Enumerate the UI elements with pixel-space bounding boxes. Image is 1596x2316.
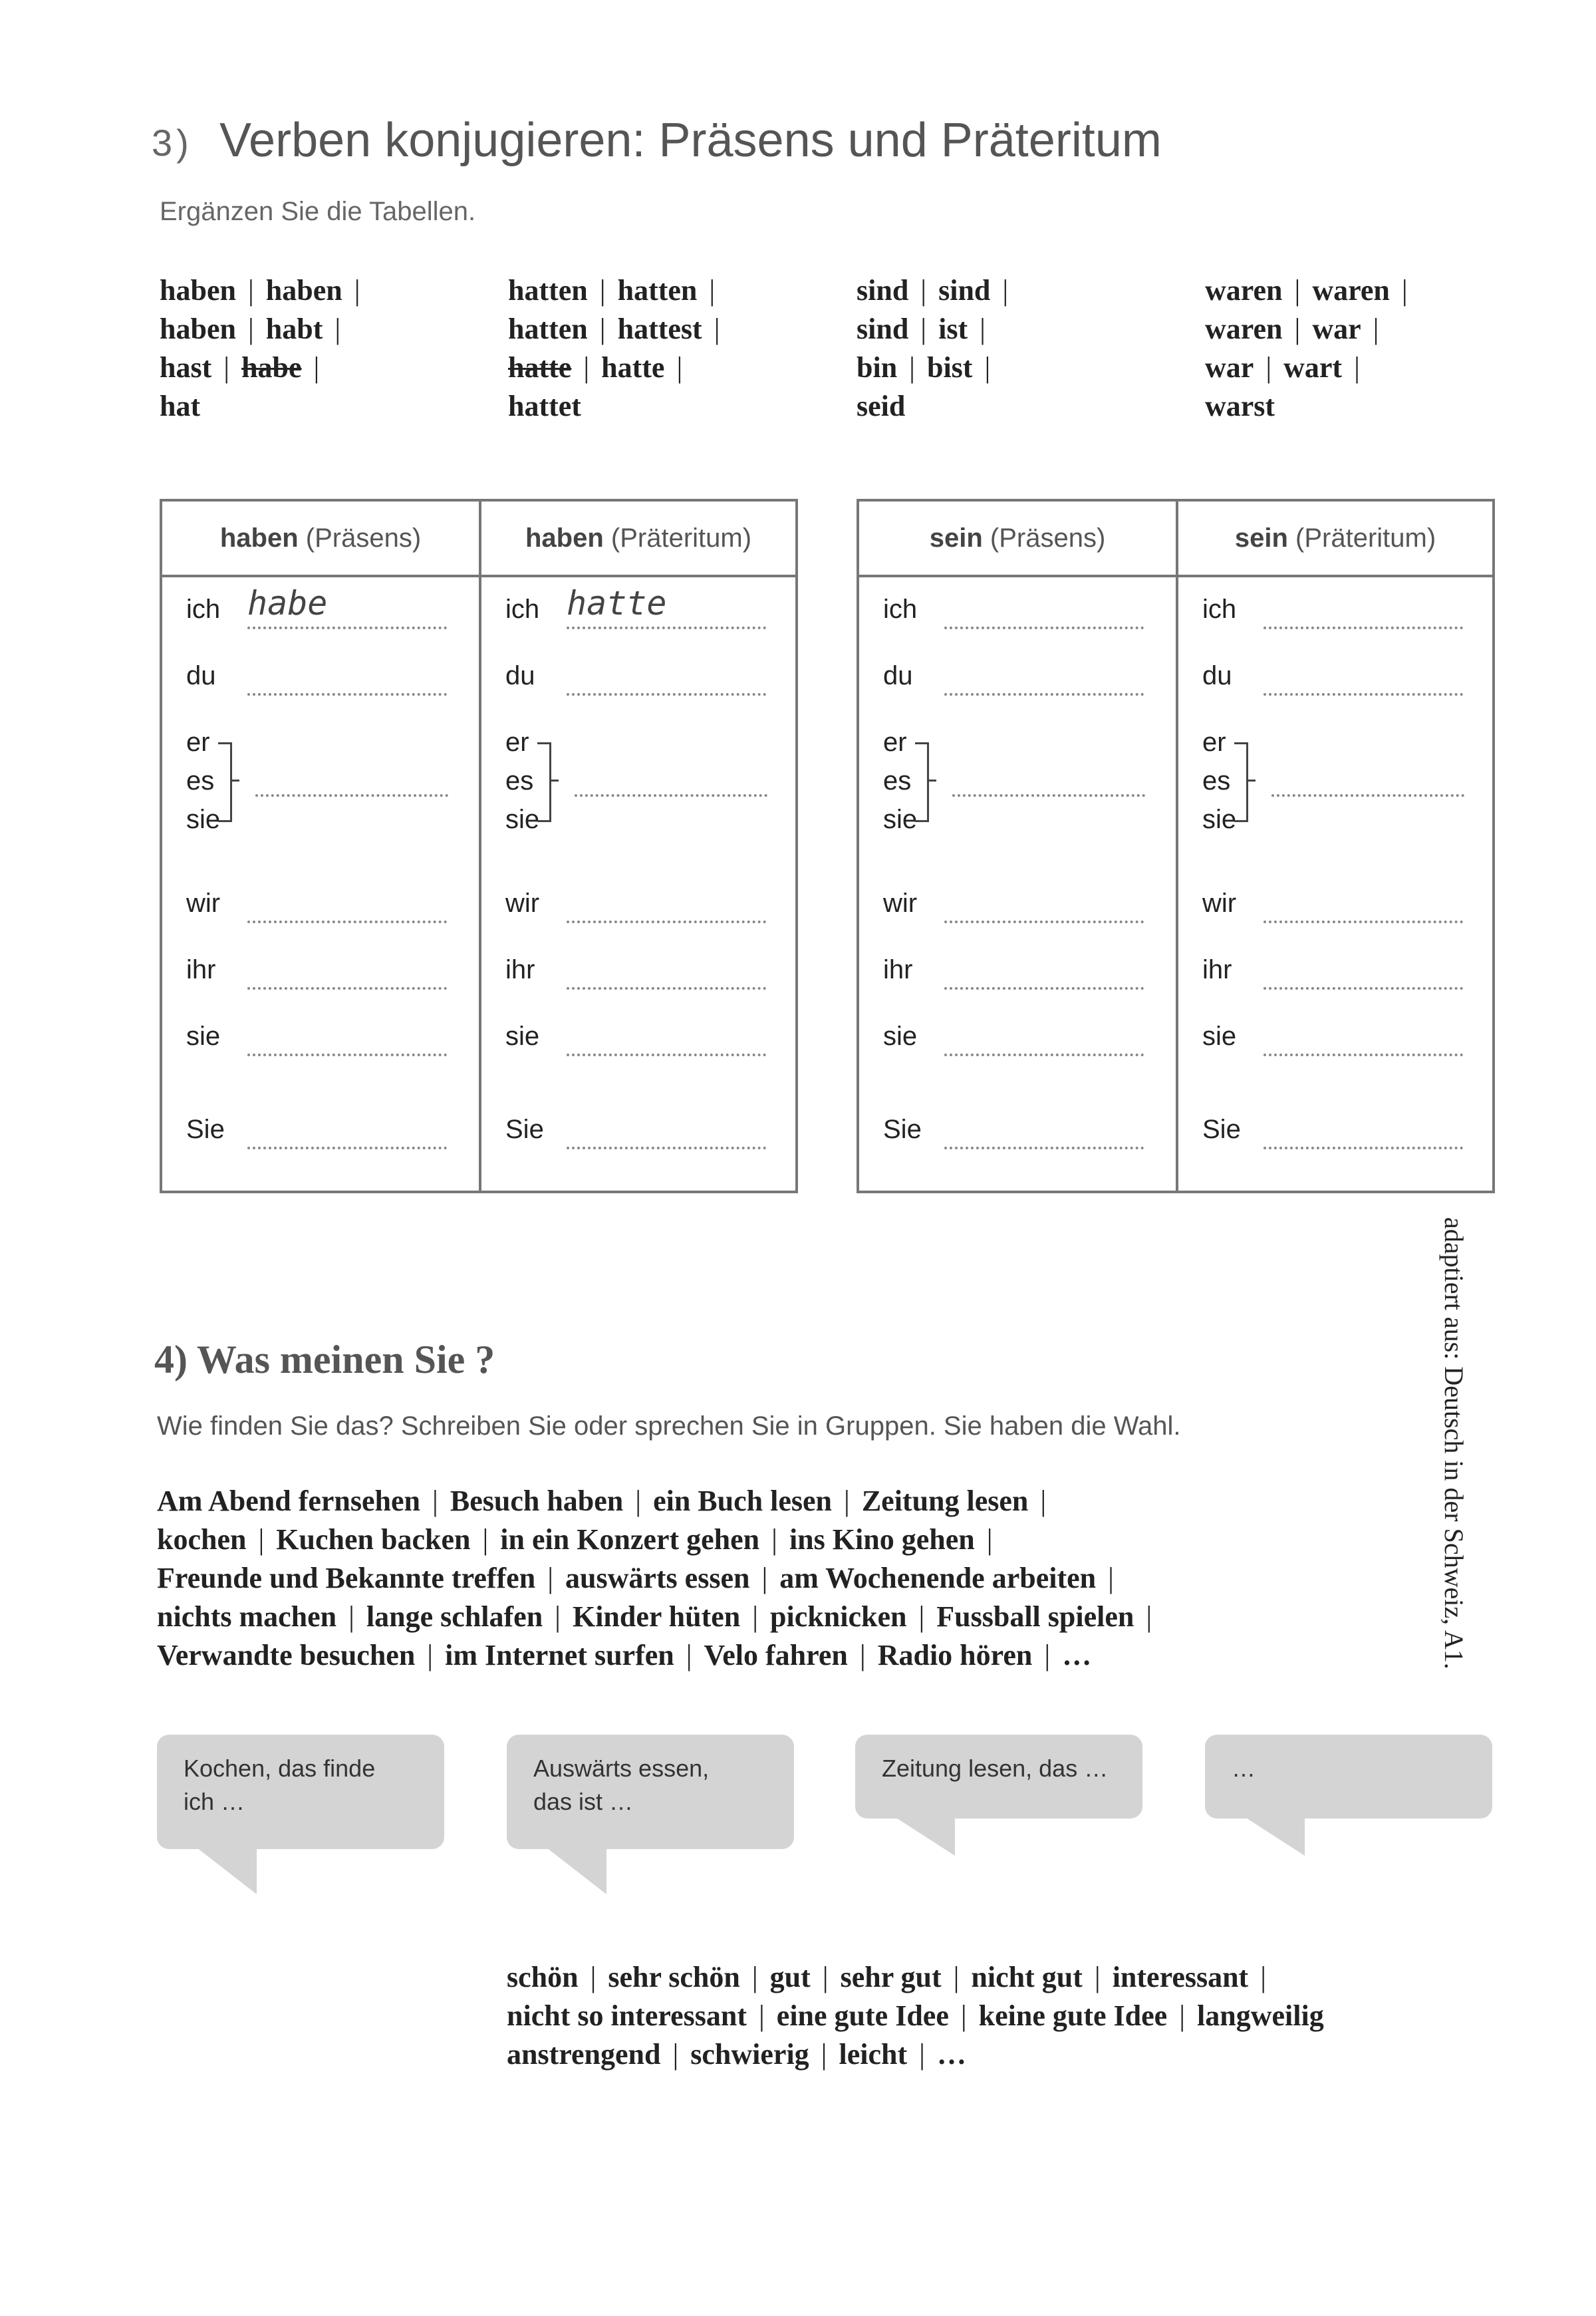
- separator: |: [354, 274, 360, 307]
- evaluation-item: langweilig: [1197, 1999, 1324, 2032]
- separator: |: [1354, 351, 1360, 384]
- separator: |: [822, 1961, 829, 1993]
- section-3-instruction: Ergänzen Sie die Tabellen.: [160, 197, 476, 226]
- bracket: [537, 742, 551, 822]
- pronoun-label: wir: [883, 889, 918, 918]
- verb-name: haben: [219, 523, 299, 553]
- answer-blank[interactable]: [1264, 987, 1463, 990]
- answer-blank[interactable]: [944, 1147, 1144, 1149]
- pronoun-label: ich: [883, 595, 918, 624]
- separator: |: [1108, 1562, 1114, 1594]
- activity-line: [157, 1559, 1420, 1598]
- evaluation-item: sehr schön: [608, 1961, 740, 1993]
- pronoun-label: Sie: [186, 1115, 225, 1144]
- answer-blank[interactable]: [247, 693, 447, 696]
- word-bank-column: [508, 271, 732, 426]
- activity-item: Zeitung lesen: [861, 1485, 1029, 1517]
- pronoun-label: ihr: [505, 955, 535, 984]
- word-bank-column: [857, 271, 1020, 426]
- separator: |: [1040, 1485, 1047, 1517]
- word-bank-word: bin: [857, 351, 898, 384]
- word-bank-column: [160, 271, 372, 426]
- separator: |: [844, 1485, 850, 1517]
- bubble-text: das ist …: [533, 1788, 634, 1815]
- table-header: [1178, 502, 1492, 577]
- activity-item: Fussball spielen: [936, 1600, 1134, 1633]
- separator: |: [980, 313, 986, 345]
- bracket-tick: [927, 780, 936, 782]
- crossed-out-word: habe: [241, 351, 302, 384]
- word-bank-line: [1205, 349, 1420, 387]
- pronoun-label: ihr: [883, 955, 913, 984]
- separator: |: [334, 313, 341, 345]
- speech-bubble: [855, 1735, 1142, 1818]
- word-bank-word: hattest: [617, 313, 702, 345]
- answer-blank[interactable]: [247, 921, 447, 923]
- pronoun-label: ihr: [1202, 955, 1232, 984]
- word-bank-word: war: [1205, 351, 1254, 384]
- word-bank-word: sind: [857, 313, 909, 345]
- evaluation-line: [507, 1997, 1324, 2035]
- separator: |: [1401, 274, 1408, 307]
- bracket-tick: [549, 780, 559, 782]
- separator: |: [920, 274, 927, 307]
- answer-blank[interactable]: [944, 627, 1144, 629]
- activity-item: Freunde und Bekannte treffen: [157, 1562, 536, 1594]
- separator: |: [909, 351, 915, 384]
- answer-blank[interactable]: [247, 1147, 447, 1149]
- separator: |: [1146, 1600, 1152, 1633]
- word-bank-word: haben: [160, 274, 236, 307]
- separator: |: [821, 2038, 827, 2071]
- separator: |: [583, 351, 590, 384]
- section-4-title: 4) Was meinen Sie ?: [154, 1338, 495, 1381]
- word-bank-word: hatte: [601, 351, 665, 384]
- pronoun-label: er: [186, 728, 210, 757]
- evaluation-item: schön: [507, 1961, 579, 1993]
- tense-label: (Präsens): [990, 523, 1106, 553]
- conjugation-table: [160, 499, 798, 1193]
- answer-blank[interactable]: [1264, 921, 1463, 923]
- word-bank-line: [160, 310, 372, 349]
- activity-line: [157, 1482, 1420, 1520]
- bracket-tick: [1246, 780, 1256, 782]
- separator: |: [676, 351, 683, 384]
- answer-blank[interactable]: [944, 1054, 1144, 1056]
- evaluation-item: gut: [769, 1961, 811, 1993]
- pronoun-label: ich: [186, 595, 221, 624]
- pronoun-label: wir: [186, 889, 221, 918]
- handwritten-answer: habe: [247, 584, 328, 623]
- pronoun-label: sie: [883, 805, 918, 834]
- separator: |: [752, 1600, 759, 1633]
- activity-item: nichts machen: [157, 1600, 337, 1633]
- evaluation-item: nicht gut: [971, 1961, 1083, 1993]
- conjugation-table: [857, 499, 1495, 1193]
- pronoun-label: Sie: [883, 1115, 922, 1144]
- separator: |: [1002, 274, 1009, 307]
- separator: |: [714, 313, 720, 345]
- separator: |: [247, 274, 254, 307]
- table-header: [481, 502, 795, 577]
- separator: |: [771, 1523, 777, 1556]
- answer-blank[interactable]: [567, 627, 766, 629]
- activity-item: Radio hören: [877, 1639, 1033, 1671]
- tense-label: (Präteritum): [610, 523, 752, 553]
- pronoun-label: es: [505, 766, 534, 796]
- answer-blank[interactable]: [1264, 1054, 1463, 1056]
- word-bank-line: [160, 349, 372, 387]
- activity-item: im Internet surfen: [445, 1639, 674, 1671]
- separator: |: [427, 1639, 434, 1671]
- word-bank-word: waren: [1205, 313, 1283, 345]
- separator: |: [953, 1961, 960, 1993]
- answer-blank[interactable]: [1264, 1147, 1463, 1149]
- handwritten-answer: hatte: [567, 584, 667, 623]
- evaluation-item: eine gute Idee: [776, 1999, 949, 2032]
- answer-blank[interactable]: [247, 1054, 447, 1056]
- word-bank-word: ist: [938, 313, 968, 345]
- separator: |: [1044, 1639, 1051, 1671]
- separator: |: [918, 1600, 925, 1633]
- separator: |: [984, 351, 991, 384]
- word-bank-column: [1205, 271, 1420, 426]
- activity-item: Kinder hüten: [572, 1600, 741, 1633]
- separator: |: [223, 351, 230, 384]
- answer-blank[interactable]: [944, 987, 1144, 990]
- word-bank-word: warst: [1205, 390, 1275, 422]
- separator: |: [1294, 313, 1301, 345]
- word-bank-word: wart: [1283, 351, 1343, 384]
- activity-item: am Wochenende arbeiten: [779, 1562, 1097, 1594]
- bracket: [218, 742, 232, 822]
- section-3-number: 3): [152, 122, 193, 164]
- word-bank-word: war: [1312, 313, 1361, 345]
- activity-list: [157, 1482, 1420, 1675]
- answer-blank[interactable]: [1271, 794, 1464, 797]
- word-bank-word: waren: [1205, 274, 1283, 307]
- activity-item: Besuch haben: [450, 1485, 624, 1517]
- bracket: [1234, 742, 1248, 822]
- evaluation-item: interessant: [1112, 1961, 1249, 1993]
- word-bank-line: [857, 271, 1020, 310]
- activity-item: auswärts essen: [565, 1562, 750, 1594]
- pronoun-label: sie: [505, 805, 540, 834]
- separator: |: [590, 1961, 597, 1993]
- separator: |: [919, 2038, 925, 2071]
- pronoun-label: sie: [186, 805, 221, 834]
- separator: |: [751, 1961, 758, 1993]
- separator: |: [1294, 274, 1301, 307]
- word-bank-line: [508, 387, 732, 426]
- activity-line: [157, 1636, 1420, 1675]
- word-bank-word: haben: [265, 274, 342, 307]
- answer-blank[interactable]: [567, 693, 766, 696]
- separator: |: [482, 1523, 489, 1556]
- activity-item: Verwandte besuchen: [157, 1639, 416, 1671]
- word-bank-line: [1205, 271, 1420, 310]
- separator: |: [547, 1562, 553, 1594]
- activity-item: lange schlafen: [366, 1600, 543, 1633]
- pronoun-label: ich: [505, 595, 540, 624]
- activity-item: in ein Konzert gehen: [500, 1523, 760, 1556]
- pronoun-label: du: [186, 661, 216, 690]
- section-4-instruction: Wie finden Sie das? Schreiben Sie oder sprechen Sie in Gruppen. Sie haben die Wahl.: [157, 1411, 1181, 1441]
- pronoun-label: er: [883, 728, 907, 757]
- bubble-text: …: [1232, 1755, 1256, 1782]
- word-bank-line: [1205, 387, 1420, 426]
- word-bank-word: waren: [1312, 274, 1390, 307]
- separator: |: [258, 1523, 265, 1556]
- word-bank-line: [160, 271, 372, 310]
- answer-blank[interactable]: [567, 921, 766, 923]
- pronoun-label: du: [505, 661, 535, 690]
- speech-bubble: [1205, 1735, 1492, 1818]
- pronoun-label: sie: [1202, 805, 1237, 834]
- word-bank-word: hast: [160, 351, 212, 384]
- bubble-text: Zeitung lesen, das …: [882, 1755, 1109, 1782]
- evaluation-item: nicht so interessant: [507, 1999, 747, 2032]
- tense-label: (Präteritum): [1295, 523, 1436, 553]
- speech-bubble-tail: [197, 1848, 257, 1894]
- pronoun-label: Sie: [505, 1115, 544, 1144]
- bubble-text: ich …: [184, 1788, 245, 1815]
- pronoun-label: ihr: [186, 955, 216, 984]
- activity-item: ins Kino gehen: [789, 1523, 975, 1556]
- answer-blank[interactable]: [952, 794, 1145, 797]
- verb-name: haben: [525, 523, 604, 553]
- separator: |: [709, 274, 716, 307]
- source-credit: adaptiert aus: Deutsch in der Schweiz, A1.: [1439, 1217, 1469, 1669]
- word-bank-line: [508, 271, 732, 310]
- word-bank-line: [160, 387, 372, 426]
- pronoun-label: wir: [505, 889, 540, 918]
- pronoun-label: Sie: [1202, 1115, 1241, 1144]
- speech-bubble: [507, 1735, 794, 1849]
- table-header: [859, 502, 1176, 577]
- section-3-title: Verben konjugieren: Präsens und Präteritum: [219, 114, 1162, 167]
- evaluation-item: sehr gut: [840, 1961, 942, 1993]
- pronoun-label: er: [505, 728, 529, 757]
- separator: |: [1094, 1961, 1101, 1993]
- word-bank-word: seid: [857, 390, 906, 422]
- word-bank-word: bist: [926, 351, 973, 384]
- activity-line: [157, 1598, 1420, 1636]
- separator: |: [1373, 313, 1379, 345]
- evaluation-item: keine gute Idee: [978, 1999, 1168, 2032]
- answer-blank[interactable]: [247, 987, 447, 990]
- evaluation-item: anstrengend: [507, 2038, 661, 2071]
- answer-blank[interactable]: [575, 794, 767, 797]
- pronoun-label: sie: [1202, 1022, 1237, 1051]
- separator: |: [555, 1600, 561, 1633]
- speech-bubble-tail: [1245, 1817, 1305, 1856]
- answer-blank[interactable]: [944, 921, 1144, 923]
- activity-item: Velo fahren: [704, 1639, 848, 1671]
- pronoun-label: sie: [883, 1022, 918, 1051]
- speech-bubble-tail: [547, 1848, 606, 1894]
- pronoun-label: es: [1202, 766, 1231, 796]
- answer-blank[interactable]: [567, 987, 766, 990]
- activity-item: kochen: [157, 1523, 247, 1556]
- separator: |: [1265, 351, 1272, 384]
- word-bank-word: hattet: [508, 390, 581, 422]
- table-column: [162, 502, 479, 1191]
- activity-item: …: [1062, 1639, 1092, 1671]
- word-bank-word: sind: [938, 274, 991, 307]
- word-bank-line: [508, 310, 732, 349]
- word-bank-line: [857, 310, 1020, 349]
- separator: |: [859, 1639, 866, 1671]
- evaluation-item: …: [936, 2038, 966, 2071]
- bracket-tick: [230, 780, 239, 782]
- evaluation-line: [507, 1958, 1324, 1997]
- speech-bubble-tail: [895, 1817, 955, 1856]
- verb-name: sein: [929, 523, 983, 553]
- separator: |: [635, 1485, 642, 1517]
- pronoun-label: es: [883, 766, 912, 796]
- pronoun-label: wir: [1202, 889, 1237, 918]
- word-bank-word: habt: [265, 313, 323, 345]
- word-bank-line: [857, 349, 1020, 387]
- evaluation-item: schwierig: [690, 2038, 809, 2071]
- crossed-out-word: hatte: [508, 351, 572, 384]
- separator: |: [313, 351, 320, 384]
- answer-blank[interactable]: [944, 693, 1144, 696]
- separator: |: [672, 2038, 679, 2071]
- pronoun-label: sie: [505, 1022, 540, 1051]
- pronoun-label: du: [883, 661, 913, 690]
- separator: |: [1260, 1961, 1267, 1993]
- activity-item: Kuchen backen: [276, 1523, 471, 1556]
- answer-blank[interactable]: [567, 1054, 766, 1056]
- word-bank-word: hatten: [508, 313, 588, 345]
- word-bank-word: hatten: [508, 274, 588, 307]
- answer-blank[interactable]: [247, 627, 447, 629]
- table-column: [859, 502, 1176, 1191]
- separator: |: [348, 1600, 354, 1633]
- answer-blank[interactable]: [567, 1147, 766, 1149]
- activity-item: picknicken: [770, 1600, 907, 1633]
- answer-blank[interactable]: [255, 794, 448, 797]
- word-bank-line: [1205, 310, 1420, 349]
- separator: |: [758, 1999, 765, 2032]
- separator: |: [432, 1485, 438, 1517]
- word-bank-word: sind: [857, 274, 909, 307]
- separator: |: [960, 1999, 967, 2032]
- separator: |: [920, 313, 927, 345]
- bubble-text: Kochen, das finde: [184, 1755, 376, 1782]
- tense-label: (Präsens): [305, 523, 422, 553]
- activity-line: [157, 1520, 1420, 1559]
- bubble-text: Auswärts essen,: [533, 1755, 710, 1782]
- pronoun-label: du: [1202, 661, 1232, 690]
- separator: |: [686, 1639, 692, 1671]
- activity-item: Am Abend fernsehen: [157, 1485, 421, 1517]
- table-column: [479, 502, 795, 1191]
- pronoun-label: ich: [1202, 595, 1237, 624]
- separator: |: [599, 313, 606, 345]
- evaluation-list: [507, 1958, 1324, 2074]
- evaluation-line: [507, 2035, 1324, 2074]
- word-bank-word: hat: [160, 390, 201, 422]
- separator: |: [247, 313, 254, 345]
- table-header: [162, 502, 479, 577]
- pronoun-label: er: [1202, 728, 1226, 757]
- word-bank-line: [508, 349, 732, 387]
- word-bank-line: [857, 387, 1020, 426]
- word-bank-word: hatten: [617, 274, 698, 307]
- separator: |: [599, 274, 606, 307]
- activity-item: ein Buch lesen: [653, 1485, 832, 1517]
- speech-bubble: [157, 1735, 444, 1849]
- answer-blank[interactable]: [1264, 627, 1463, 629]
- verb-name: sein: [1234, 523, 1288, 553]
- pronoun-label: es: [186, 766, 215, 796]
- separator: |: [761, 1562, 768, 1594]
- pronoun-label: sie: [186, 1022, 221, 1051]
- word-bank-word: haben: [160, 313, 236, 345]
- evaluation-item: leicht: [839, 2038, 908, 2071]
- answer-blank[interactable]: [1264, 693, 1463, 696]
- separator: |: [986, 1523, 993, 1556]
- table-column: [1176, 502, 1492, 1191]
- bracket: [915, 742, 929, 822]
- separator: |: [1179, 1999, 1186, 2032]
